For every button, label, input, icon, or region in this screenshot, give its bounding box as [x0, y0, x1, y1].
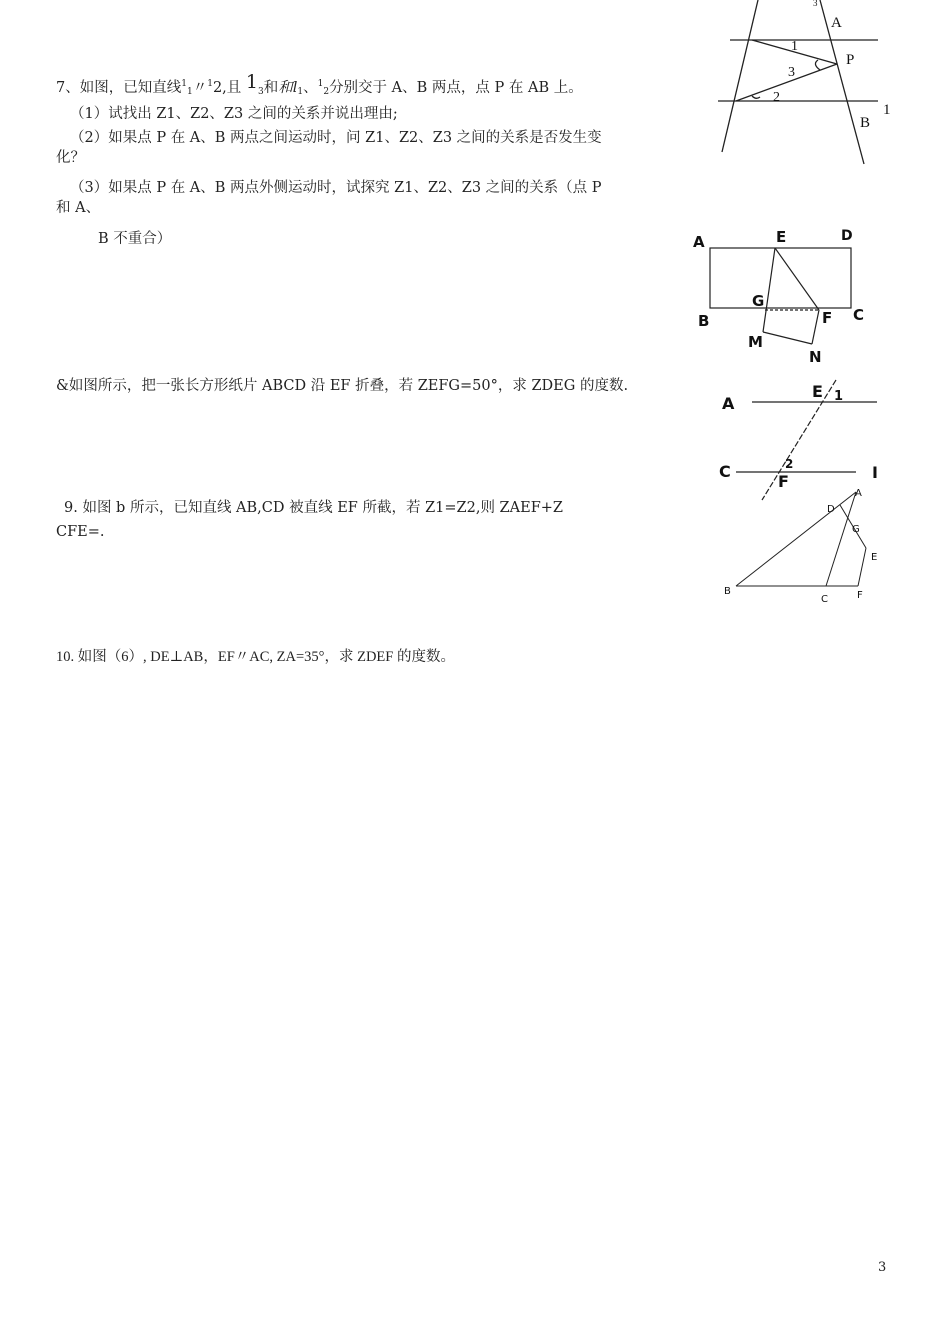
- fig1-angle2-arc: [752, 96, 760, 98]
- fig3-label-1: 1: [834, 389, 844, 404]
- q8-text: &如图所示，把一张长方形纸片 ABCD 沿 EF 折叠，若 ZEFG=50°，求 ZDEG 的度数.: [56, 378, 629, 394]
- fig2-label-d: D: [841, 228, 853, 244]
- fig2-label-e: E: [776, 228, 787, 246]
- fig3-label-2: 2: [785, 457, 794, 471]
- fig3-label-f: F: [778, 472, 789, 491]
- q7-italic-mid: 和l: [278, 80, 298, 96]
- fig3-label-right: I: [872, 463, 878, 482]
- fig1-segment-bp: [736, 64, 837, 101]
- q7-part3c: B 不重合）: [98, 231, 172, 247]
- fig4-line-ef: [858, 548, 866, 586]
- q7-and: 且: [226, 80, 242, 96]
- q7-l2: 1: [207, 79, 213, 89]
- q7-sub1: 1: [186, 87, 193, 97]
- fig1-label-top: 3: [813, 0, 818, 8]
- fig2-line-ef: [775, 248, 819, 310]
- fig4-label-e: E: [871, 552, 878, 563]
- fig1-transversal-right: [820, 0, 864, 164]
- fig2-label-n: N: [809, 348, 822, 366]
- q7-prefix: 7、如图，已知直线: [56, 80, 182, 96]
- fig1-label-2: 2: [773, 90, 780, 105]
- fig1-label-3: 3: [788, 65, 795, 80]
- q7-l1: 1: [181, 79, 187, 89]
- q7-part3a: （3）如果点 P 在 A、B 两点外侧运动时，试探究 Z1、Z2、Z3 之间的关系（点 P: [70, 180, 602, 196]
- q7-l3: 1: [245, 71, 258, 93]
- fig1-angle3-arc: [815, 60, 820, 70]
- fig2-label-m: M: [748, 333, 763, 351]
- fig4-label-d: D: [827, 504, 835, 515]
- fig2-rectangle: [710, 248, 851, 308]
- fig1-transversal-left: [722, 0, 758, 152]
- q7-line: [56, 72, 583, 102]
- fig4-label-b: B: [724, 586, 731, 597]
- fig1-label-1: 1: [791, 39, 798, 54]
- fig4-label-c: C: [821, 594, 828, 605]
- fig3-label-a: A: [722, 394, 735, 413]
- fig2-line-em: [763, 248, 775, 332]
- fig2-label-a: A: [693, 233, 705, 251]
- q7-part2a: （2）如果点 P 在 A、B 两点之间运动时，问 Z1、Z2、Z3 之间的关系是否发生变: [70, 130, 602, 146]
- figure-folded-rectangle: [688, 226, 878, 376]
- q7-suffix: 分别交于 A、B 两点，点 P 在 AB 上。: [329, 80, 583, 96]
- fig2-label-c: C: [853, 306, 865, 324]
- q7-part2b: 化？: [56, 150, 85, 166]
- fig3-line-ef: [762, 380, 836, 500]
- fig1-label-b: B: [860, 115, 871, 131]
- figure-triangle-def: [718, 484, 883, 606]
- fig3-label-e: E: [812, 382, 823, 401]
- fig4-label-a: A: [855, 488, 862, 499]
- q7-mid: 和: [263, 80, 279, 96]
- q7-part3b: 和 A、: [56, 200, 101, 216]
- q9-line2: CFE=.: [56, 524, 105, 540]
- q9-line1: 9. 如图 b 所示，已知直线 AB,CD 被直线 EF 所截，若 Z1=Z2,则 ZAEF+Z: [64, 500, 563, 516]
- fig4-label-g: G: [852, 524, 860, 535]
- fig2-line-mn: [763, 332, 812, 344]
- figure-parallel-lines-p: [700, 0, 900, 170]
- fig4-line-ba: [736, 492, 856, 586]
- fig2-label-g: G: [752, 292, 765, 310]
- q7-l2b: 1: [317, 79, 324, 89]
- fig2-label-b: B: [698, 312, 710, 330]
- fig1-label-a: A: [831, 15, 842, 31]
- q7-sub3: 3: [257, 87, 264, 97]
- fig2-line-nf: [812, 310, 819, 344]
- fig1-label-right: 1: [883, 102, 891, 118]
- fig1-label-p: P: [846, 52, 855, 68]
- q7-sub-mid: 1: [297, 87, 304, 97]
- fig3-label-c: C: [719, 462, 731, 481]
- q7-sub2: 2,: [212, 80, 227, 96]
- fig2-label-f: F: [822, 309, 833, 327]
- q7-sub2b: 2: [323, 87, 330, 97]
- q7-comma: 、: [303, 80, 318, 96]
- q10-text: 10. 如图（6）, DE⊥AB，EF〃AC, ZA=35°，求 ZDEF 的度数。: [56, 649, 455, 665]
- q7-part1: （1）试找出 Z1、Z2、Z3 之间的关系并说出理由;: [70, 106, 398, 122]
- page-number: 3: [878, 1260, 887, 1275]
- fig4-label-f: F: [857, 590, 863, 601]
- q7-parallel: 〃: [192, 80, 208, 96]
